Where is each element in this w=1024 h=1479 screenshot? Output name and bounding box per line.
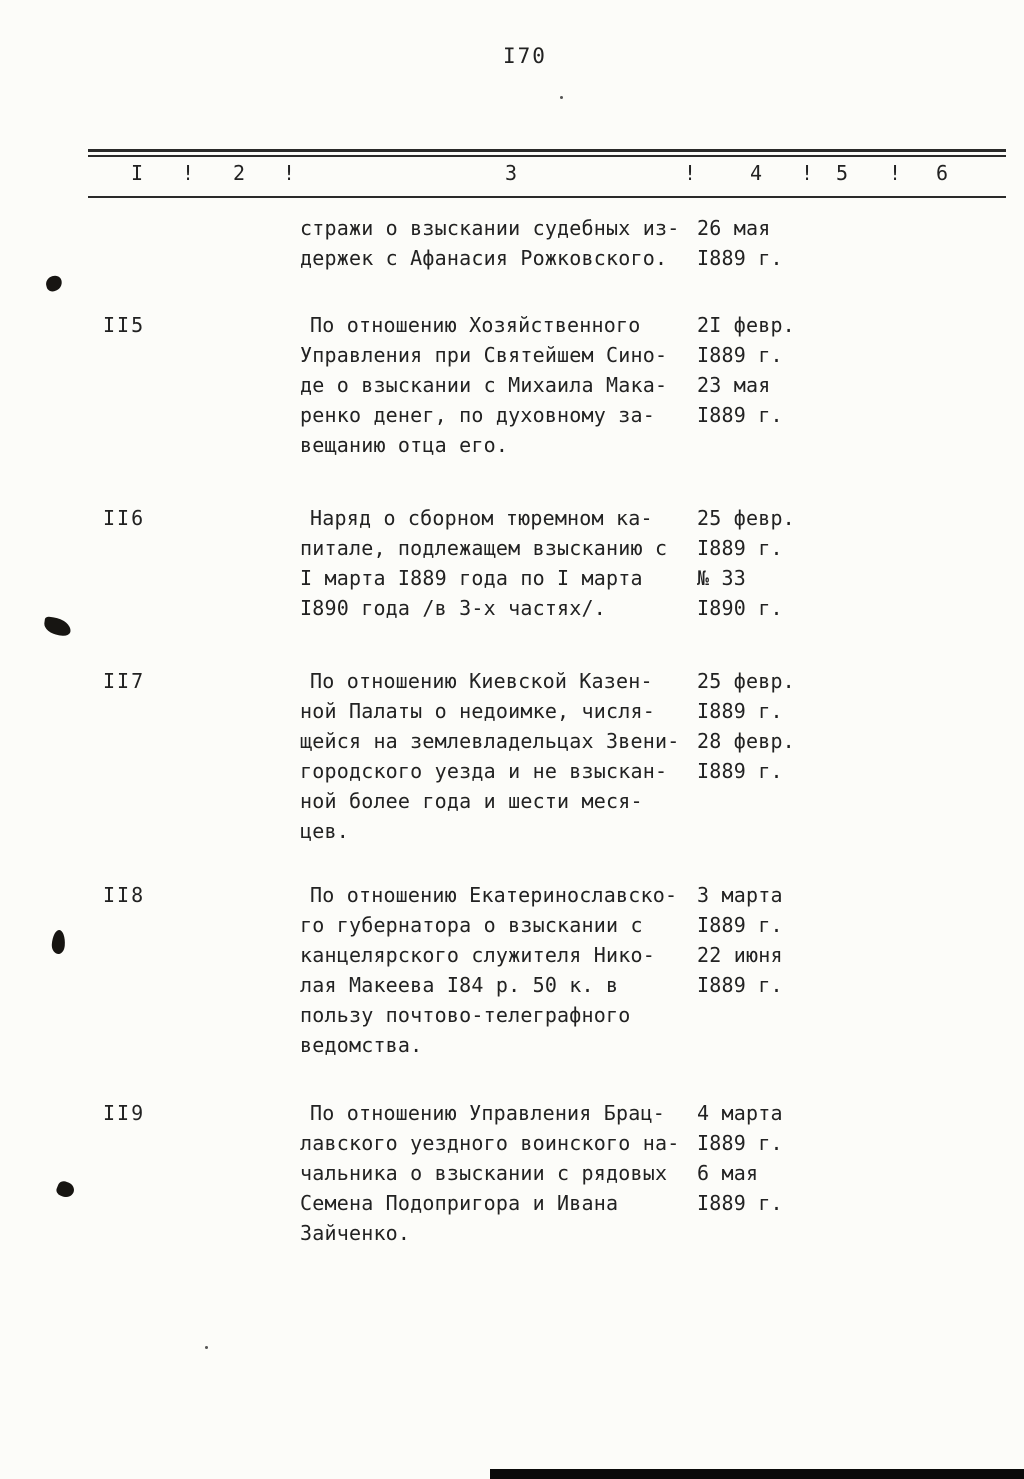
column-header: 3 bbox=[505, 161, 519, 185]
entry-number: II6 bbox=[103, 506, 146, 530]
entry-description-line: лавского уездного воинского на- bbox=[300, 1131, 680, 1155]
page-number: I70 bbox=[503, 44, 547, 68]
entry bbox=[0, 1098, 1024, 1248]
entry-date-line: 26 мая bbox=[697, 216, 771, 240]
entry-row bbox=[300, 940, 1000, 970]
column-header: 4 bbox=[750, 161, 764, 185]
entry-row bbox=[300, 756, 1000, 786]
entry bbox=[0, 880, 1024, 1060]
entry-rows bbox=[300, 213, 1000, 273]
entry-date-line: 23 мая bbox=[697, 373, 771, 397]
entry-row bbox=[300, 503, 1000, 533]
table-rule-top-1 bbox=[88, 149, 1006, 152]
entry-date-line: № 33 bbox=[697, 566, 746, 590]
entry-row bbox=[300, 1188, 1000, 1218]
entry-rows bbox=[300, 880, 1000, 1060]
table-rule-top-2 bbox=[88, 155, 1006, 157]
scan-artifact-bar bbox=[490, 1469, 1024, 1479]
entry-row bbox=[300, 400, 1000, 430]
column-header: 6 bbox=[936, 161, 950, 185]
entry-description-line: Зайченко. bbox=[300, 1221, 411, 1245]
ink-blot bbox=[44, 274, 63, 293]
entry-date-line: I889 г. bbox=[697, 403, 783, 427]
entry-row bbox=[300, 1218, 1000, 1248]
entry-date-line: 25 февр. bbox=[697, 669, 795, 693]
entry-row bbox=[300, 370, 1000, 400]
entry-date-line: 4 марта bbox=[697, 1101, 783, 1125]
entry-number: II9 bbox=[103, 1101, 146, 1125]
entry-row bbox=[300, 1030, 1000, 1060]
entry-description-line: городского уезда и не взыскан- bbox=[300, 759, 668, 783]
entry-description-line: ведомства. bbox=[300, 1033, 423, 1057]
entry-description-line: щейся на землевладельцах Звени- bbox=[300, 729, 680, 753]
entry-row bbox=[300, 340, 1000, 370]
entry-row bbox=[300, 310, 1000, 340]
entry-date-line: 6 мая bbox=[697, 1161, 759, 1185]
entry-date-line: 2I февр. bbox=[697, 313, 795, 337]
entry-row bbox=[300, 1158, 1000, 1188]
entry-row bbox=[300, 430, 1000, 460]
entry-date-line: I889 г. bbox=[697, 536, 783, 560]
entry-description-line: Управления при Святейшем Сино- bbox=[300, 343, 668, 367]
entry-row bbox=[300, 816, 1000, 846]
column-header: 5 bbox=[836, 161, 850, 185]
entry-row bbox=[300, 696, 1000, 726]
entry bbox=[0, 310, 1024, 460]
entry-date-line: 28 февр. bbox=[697, 729, 795, 753]
entry-date-line: 22 июня bbox=[697, 943, 783, 967]
entry-row bbox=[300, 1128, 1000, 1158]
entry-description-line: ной более года и шести меся- bbox=[300, 789, 643, 813]
entry-row bbox=[300, 1000, 1000, 1030]
entry-description-line: стражи о взыскании судебных из- bbox=[300, 216, 680, 240]
entry-rows bbox=[300, 503, 1000, 623]
entry-row bbox=[300, 243, 1000, 273]
entry-rows bbox=[300, 1098, 1000, 1248]
entry-description-line: Семена Подопригора и Ивана bbox=[300, 1191, 619, 1215]
entry-description-line: По отношению Екатеринославско- bbox=[310, 883, 678, 907]
entry-description-line: де о взыскании с Михаила Мака- bbox=[300, 373, 668, 397]
entry-description-line: По отношению Хозяйственного bbox=[310, 313, 641, 337]
entry-row bbox=[300, 726, 1000, 756]
entry-rows bbox=[300, 666, 1000, 846]
entry-description-line: канцелярского служителя Нико- bbox=[300, 943, 655, 967]
entry-row bbox=[300, 593, 1000, 623]
entry-description-line: держек с Афанасия Рожковского. bbox=[300, 246, 668, 270]
column-separator: ! bbox=[684, 161, 698, 185]
entry-description-line: вещанию отца его. bbox=[300, 433, 509, 457]
entry-description-line: цев. bbox=[300, 819, 349, 843]
entry-date-line: I889 г. bbox=[697, 1191, 783, 1215]
entry-description-line: По отношению Управления Брац- bbox=[310, 1101, 665, 1125]
entry-description-line: го губернатора о взыскании с bbox=[300, 913, 643, 937]
entry-date-line: I889 г. bbox=[697, 343, 783, 367]
entry-row bbox=[300, 563, 1000, 593]
entry-date-line: I889 г. bbox=[697, 913, 783, 937]
entry-number: II7 bbox=[103, 669, 146, 693]
entry-row bbox=[300, 533, 1000, 563]
entry-description-line: ной Палаты о недоимке, числя- bbox=[300, 699, 655, 723]
column-separator: ! bbox=[801, 161, 815, 185]
entry-date-line: I890 г. bbox=[697, 596, 783, 620]
entry-date-line: 25 февр. bbox=[697, 506, 795, 530]
column-header: I bbox=[131, 161, 145, 185]
table-rule-bottom bbox=[88, 196, 1006, 198]
column-header: 2 bbox=[233, 161, 247, 185]
column-separator: ! bbox=[889, 161, 903, 185]
entry-number: II8 bbox=[103, 883, 146, 907]
entry-date-line: I889 г. bbox=[697, 1131, 783, 1155]
entry-date-line: I889 г. bbox=[697, 759, 783, 783]
entry-description-line: По отношению Киевской Казен- bbox=[310, 669, 653, 693]
entry bbox=[0, 503, 1024, 623]
entry-number: II5 bbox=[103, 313, 146, 337]
entry-description-line: чальника о взыскании с рядовых bbox=[300, 1161, 668, 1185]
entry-row bbox=[300, 970, 1000, 1000]
entry-description-line: I марта I889 года по I марта bbox=[300, 566, 643, 590]
entry-description-line: Наряд о сборном тюремном ка- bbox=[310, 506, 653, 530]
entry-row bbox=[300, 666, 1000, 696]
entry-row bbox=[300, 1098, 1000, 1128]
entry bbox=[0, 666, 1024, 846]
entry-date-line: I889 г. bbox=[697, 246, 783, 270]
entry-description-line: лая Макеева I84 р. 50 к. в bbox=[300, 973, 619, 997]
entry-row bbox=[300, 213, 1000, 243]
entry-date-line: I889 г. bbox=[697, 973, 783, 997]
scan-speck bbox=[560, 96, 563, 99]
column-separator: ! bbox=[283, 161, 297, 185]
entry-row bbox=[300, 786, 1000, 816]
entry-rows bbox=[300, 310, 1000, 460]
column-separator: ! bbox=[182, 161, 196, 185]
entry-row bbox=[300, 880, 1000, 910]
entry-date-line: I889 г. bbox=[697, 699, 783, 723]
entry-description-line: питале, подлежащем взысканию с bbox=[300, 536, 668, 560]
entry-description-line: I890 года /в 3-х частях/. bbox=[300, 596, 607, 620]
entry bbox=[0, 213, 1024, 273]
entry-date-line: 3 марта bbox=[697, 883, 783, 907]
entry-description-line: ренко денег, по духовному за- bbox=[300, 403, 655, 427]
entry-row bbox=[300, 910, 1000, 940]
scan-speck bbox=[205, 1346, 208, 1349]
entry-description-line: пользу почтово-телеграфного bbox=[300, 1003, 631, 1027]
